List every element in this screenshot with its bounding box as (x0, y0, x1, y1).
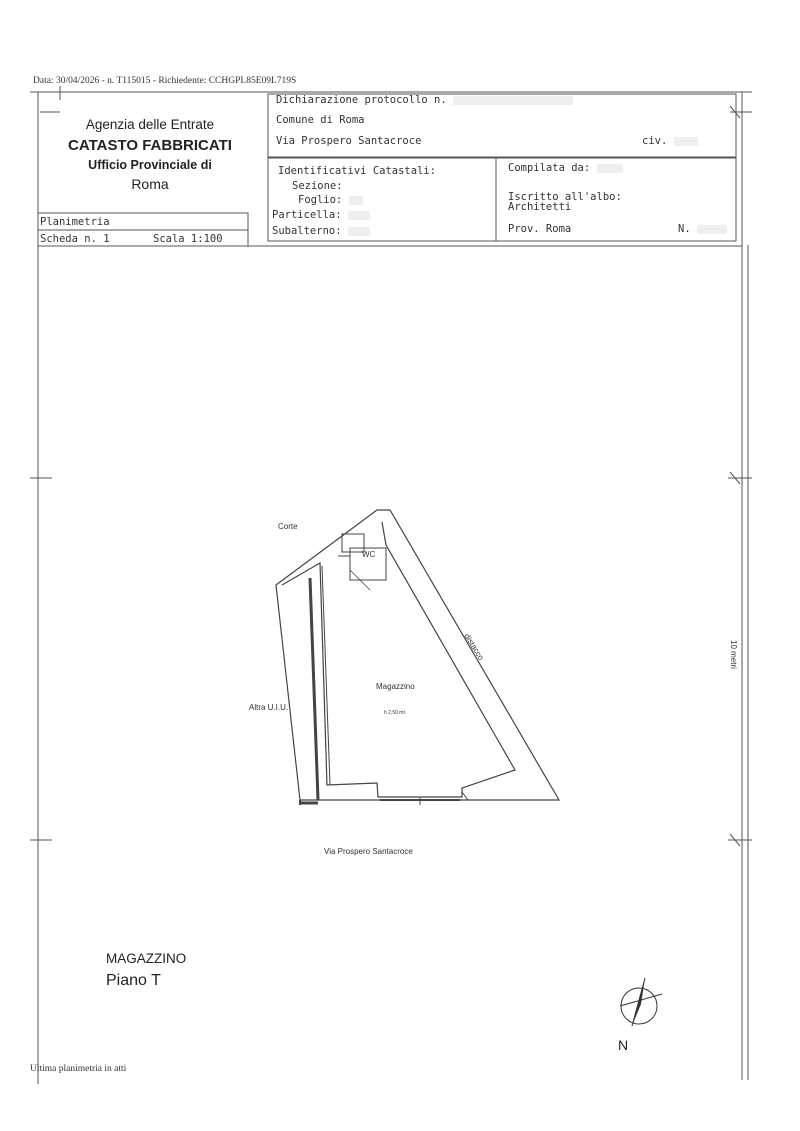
label-height: h 2,50 mt (384, 710, 405, 716)
sezione-label: Sezione: (292, 180, 343, 192)
register-value: Architetti (508, 201, 572, 213)
sheet-frame (30, 86, 752, 1084)
compiled-by-label: Compilata da: (508, 162, 623, 174)
foglio-label: Foglio: (298, 194, 363, 206)
agency-name: Agenzia delle Entrate (85, 117, 215, 132)
cadastral-heading: Identificativi Catastali: (278, 165, 437, 177)
street-number: civ. (642, 135, 698, 147)
north-arrow-icon (620, 978, 662, 1026)
label-street: Via Prospero Santacroce (324, 847, 413, 856)
register-label: Iscritto all'albo: (508, 191, 622, 203)
street-address: Via Prospero Santacroce (276, 135, 422, 147)
province: Prov. Roma (508, 223, 572, 235)
document-type: Planimetria (40, 216, 110, 228)
drawing-scale: Scala 1:100 (153, 233, 223, 245)
sheet-number: Scheda n. 1 (40, 233, 110, 245)
subalterno-label: Subalterno: (272, 225, 370, 237)
office-label: Ufficio Provinciale di (88, 158, 212, 172)
caption-floor: Piano T (106, 972, 161, 989)
register-number: N. (678, 223, 727, 235)
redacted-protocol (453, 96, 573, 105)
registry-title: CATASTO FABBRICATI (68, 137, 232, 154)
protocol-label: Dichiarazione protocollo n. (276, 94, 573, 106)
label-other-unit: Altra U.I.U. (249, 703, 289, 712)
footer-note: Ultima planimetria in atti (30, 1064, 127, 1074)
floor-plan (276, 510, 559, 805)
label-detached: distacco (462, 632, 486, 662)
label-courtyard: Corte (278, 522, 298, 531)
north-label: N (618, 1037, 629, 1053)
caption-title: MAGAZZINO (106, 951, 187, 966)
redacted-number (674, 137, 698, 146)
particella-label: Particella: (272, 209, 370, 221)
label-room: Magazzino (376, 682, 415, 691)
label-wc: WC (362, 550, 376, 559)
municipality: Comune di Roma (276, 114, 365, 126)
scale-bar-label: 10 metri (729, 640, 738, 669)
office-city: Roma (131, 176, 169, 192)
request-metadata: Data: 30/04/2026 - n. T115015 - Richiedente: CCHGPL85E09L719S (33, 76, 297, 86)
